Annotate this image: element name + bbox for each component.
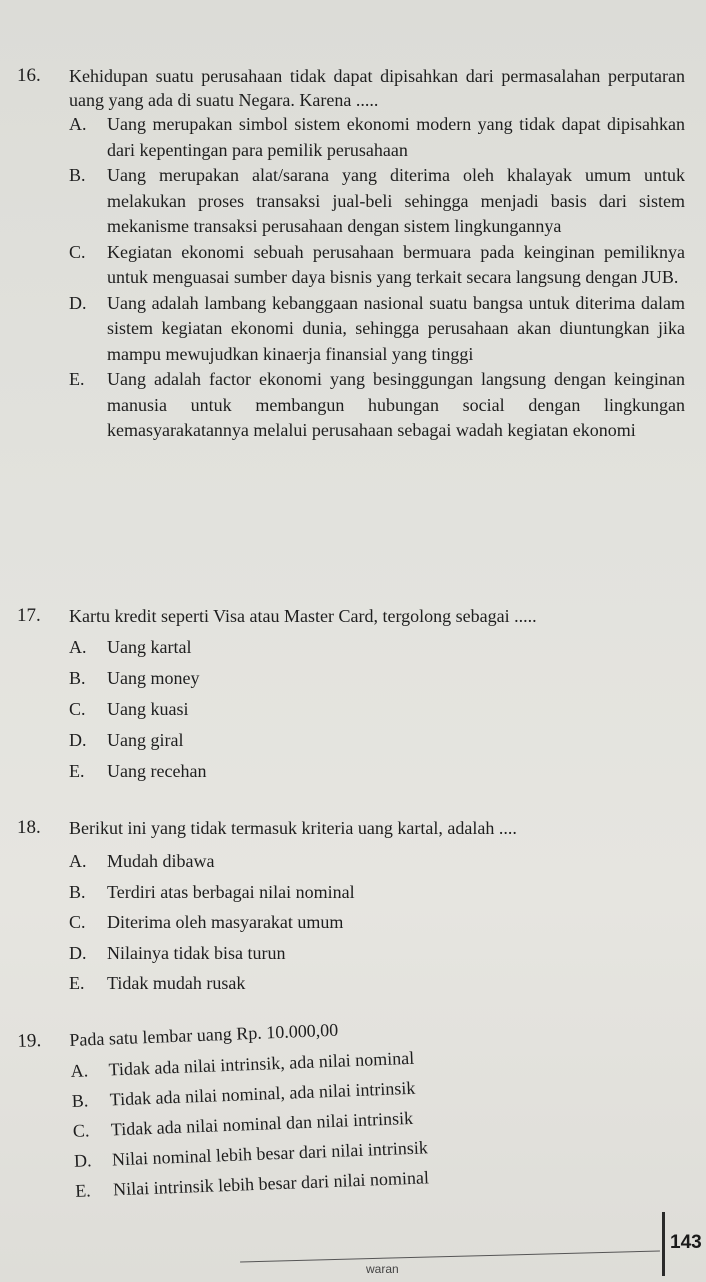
option-letter: B. <box>69 668 86 688</box>
option-letter: A. <box>69 637 87 657</box>
option-letter: B. <box>69 165 86 185</box>
question-text: Pada satu lembar uang Rp. 10.000,00 <box>69 1019 339 1050</box>
option-text: Tidak ada nilai intrinsik, ada nilai nominal <box>108 1047 415 1080</box>
question-16 <box>17 64 685 444</box>
option-text: Nilai nominal lebih besar dari nilai intrinsik <box>111 1137 429 1170</box>
question-number: 16. <box>17 65 41 86</box>
option-letter: B. <box>71 1090 89 1111</box>
option-text: Tidak mudah rusak <box>107 973 246 993</box>
question-text: Kartu kredit seperti Visa atau Master Card, tergolong sebagai ..... <box>69 606 537 626</box>
option-d[interactable] <box>69 725 685 756</box>
option-text: Uang kuasi <box>107 699 189 719</box>
question-stem <box>17 604 685 628</box>
option-letter: C. <box>72 1120 90 1141</box>
option-e[interactable] <box>69 968 685 999</box>
option-letter: C. <box>69 699 86 719</box>
question-number: 19. <box>17 1030 42 1052</box>
option-b[interactable] <box>69 877 685 908</box>
option-text: Terdiri atas berbagai nilai nominal <box>107 881 355 902</box>
page-number: 143 <box>670 1232 702 1253</box>
option-e[interactable] <box>69 756 685 787</box>
question-stem <box>17 64 685 112</box>
option-d[interactable] <box>69 291 685 368</box>
option-c[interactable] <box>69 694 685 725</box>
option-letter: E. <box>74 1180 92 1201</box>
option-b[interactable] <box>69 663 685 694</box>
option-text: Uang kartal <box>107 637 192 657</box>
option-text: Kegiatan ekonomi sebuah perusahaan bermuara pada keinginan pemiliknya untuk menguasai sumber daya bisnis yang terkait secara langsung dengan JUB. <box>107 241 685 287</box>
option-text: Uang adalah lambang kebanggaan nasional suatu bangsa untuk diterima dalam sistem kegiatan ekonomi dunia, sehingga perusahaan akan diuntungkan jika mampu mewujudkan kinaerja finansial yang tinggi <box>107 292 685 364</box>
question-number: 18. <box>17 817 41 838</box>
option-c[interactable] <box>69 240 685 291</box>
option-text: Tidak ada nilai nominal dan nilai intrinsik <box>110 1107 414 1140</box>
option-letter: E. <box>69 369 85 389</box>
option-letter: D. <box>69 292 87 313</box>
question-stem <box>17 816 685 840</box>
option-letter: D. <box>69 730 87 750</box>
option-text: Uang money <box>107 668 200 688</box>
question-text: Kehidupan suatu perusahaan tidak dapat dipisahkan dari permasalahan perputaran uang yang ada di suatu Negara. Karena ..... <box>69 66 685 110</box>
option-text: Uang giral <box>107 730 184 750</box>
footer-fragment: waran <box>366 1262 399 1276</box>
option-text: Nilainya tidak bisa turun <box>107 942 286 963</box>
option-letter: D. <box>69 942 87 963</box>
option-letter: B. <box>69 881 86 902</box>
option-letter: D. <box>73 1150 92 1171</box>
option-letter: C. <box>69 241 86 262</box>
option-text: Uang adalah factor ekonomi yang besinggungan langsung dengan keinginan manusia untuk membangun hubungan social dengan lingkungan kemasyarakatannya melalui perusahaan sebagai wadah kegiatan ekonomi <box>107 369 685 440</box>
option-letter: A. <box>70 1060 89 1081</box>
page-number-rule <box>662 1212 665 1276</box>
question-17 <box>17 604 685 787</box>
option-text: Uang recehan <box>107 761 207 781</box>
question-number: 17. <box>17 605 41 626</box>
question-19 <box>17 1004 691 1208</box>
option-a[interactable] <box>69 112 685 163</box>
option-a[interactable] <box>69 846 685 877</box>
option-letter: A. <box>69 851 87 871</box>
option-e[interactable] <box>69 367 685 444</box>
option-text: Nilai intrinsik lebih besar dari nilai nominal <box>112 1167 430 1200</box>
question-text: Berikut ini yang tidak termasuk kriteria uang kartal, adalah .... <box>69 818 517 838</box>
option-letter: A. <box>69 114 87 134</box>
option-d[interactable] <box>69 938 685 969</box>
option-text: Uang merupakan alat/sarana yang diterima oleh khalayak umum untuk melakukan proses transaksi jual-beli sehingga menjadi basis dari sistem mekanisme transaksi perusahaan dengan sistem lingkungannya <box>107 165 685 236</box>
option-b[interactable] <box>69 163 685 240</box>
option-letter: E. <box>69 761 85 781</box>
footer-divider <box>240 1251 660 1263</box>
option-letter: C. <box>69 912 86 932</box>
option-a[interactable] <box>69 632 685 663</box>
option-letter: E. <box>69 973 85 993</box>
option-text: Mudah dibawa <box>107 851 215 871</box>
option-c[interactable] <box>69 907 685 938</box>
question-18 <box>17 816 685 999</box>
option-text: Uang merupakan simbol sistem ekonomi modern yang tidak dapat dipisahkan dari kepentingan para pemilik perusahaan <box>107 114 685 160</box>
option-text: Tidak ada nilai nominal, ada nilai intrinsik <box>109 1077 416 1110</box>
option-text: Diterima oleh masyarakat umum <box>107 912 344 932</box>
